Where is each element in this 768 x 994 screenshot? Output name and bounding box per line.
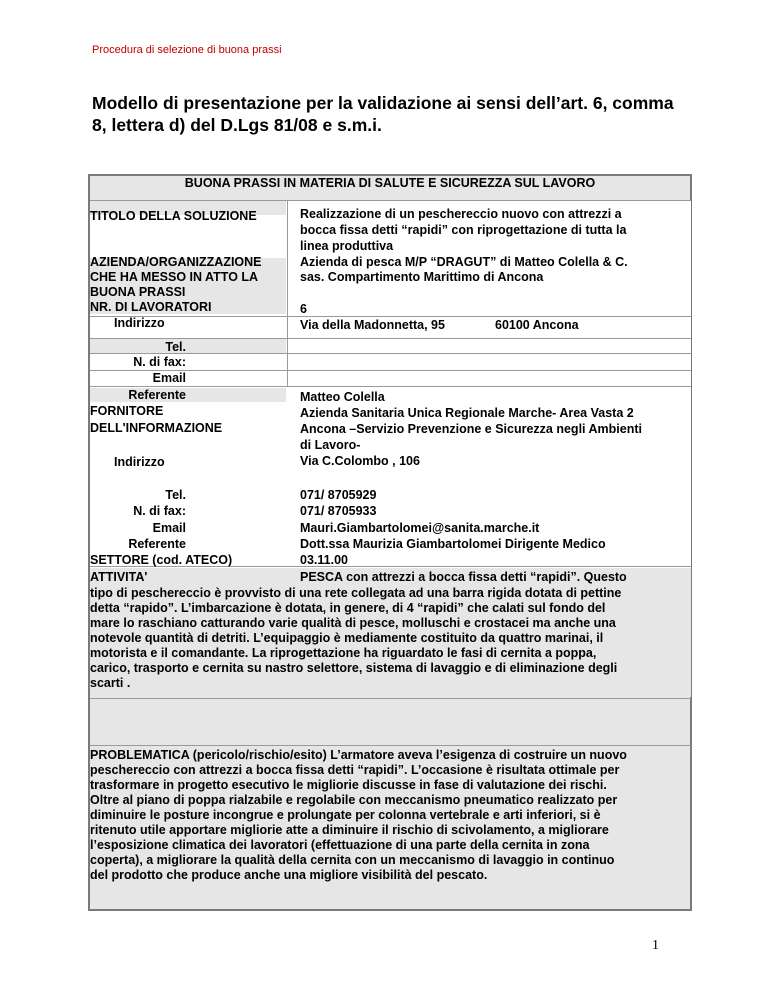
- document-title: [92, 92, 692, 136]
- label-settore: SETTORE (cod. ATECO): [90, 553, 233, 567]
- value-tel-2: 071/ 8705929: [300, 488, 377, 502]
- problematica-line: peschereccio con attrezzi a bocca fissa detti “rapidi”. L’occasione è risultata ottimale per: [90, 763, 620, 777]
- value-indirizzo-city: 60100 Ancona: [495, 318, 579, 332]
- value-indirizzo-street: Via della Madonnetta, 95: [300, 318, 445, 332]
- value-indirizzo-2: Via C.Colombo , 106: [300, 454, 420, 468]
- label-fax-2: N. di fax:: [133, 504, 186, 518]
- attivita-line: motorista e il comandante. La riprogettazione ha riguardato le fasi di cernita a poppa,: [90, 646, 597, 660]
- label-azienda: CHE HA MESSO IN ATTO LA: [90, 270, 259, 284]
- label-azienda: AZIENDA/ORGANIZZAZIONE: [90, 255, 262, 269]
- problematica-line: ritenuto utile apportare migliorie atte a diminuire il rischio di scivolamento, a migliorare: [90, 823, 609, 837]
- attivita-line: mare lo raschiano catturando varie qualità di pesce, molluschi e crostacei ma anche una: [90, 616, 616, 630]
- problematica-line: trasformare in progetto esecutivo le migliorie discusse in fase di valutazione dei rischi.: [90, 778, 607, 792]
- label-nr-lavoratori: NR. DI LAVORATORI: [90, 300, 212, 314]
- value-titolo: linea produttiva: [300, 239, 394, 253]
- column-divider: [287, 201, 288, 387]
- label-email: Email: [152, 371, 186, 385]
- value-fornitore: Ancona –Servizio Prevenzione e Sicurezza negli Ambienti: [300, 422, 642, 436]
- attivita-line: notevole quantità di detriti. L’equipaggio è mediamente costituito da quattro marinai, il: [90, 631, 604, 645]
- problematica-line: diminuire le posture incongrue e prolungate per colonna vertebrale e arti inferiori, si è: [90, 808, 601, 822]
- label-indirizzo-2: Indirizzo: [114, 455, 165, 469]
- value-fornitore: Azienda Sanitaria Unica Regionale Marche- Area Vasta 2: [300, 406, 634, 420]
- problematica-line: l’esposizione climatica dei lavoratori (effettuazione di una parte della cernita in zona: [90, 838, 590, 852]
- value-settore: 03.11.00: [300, 553, 348, 567]
- label-azienda: BUONA PRASSI: [90, 285, 186, 299]
- label-titolo: TITOLO DELLA SOLUZIONE: [90, 209, 257, 223]
- problematica: [90, 748, 627, 883]
- form-header: BUONA PRASSI IN MATERIA DI SALUTE E SICUREZZA SUL LAVORO: [184, 176, 596, 190]
- table-rule: [90, 200, 691, 201]
- problematica-line: del prodotto che produce anche una migliore visibilità del pescato.: [90, 868, 488, 882]
- label-fax: N. di fax:: [133, 355, 186, 369]
- value-fornitore: di Lavoro-: [300, 438, 361, 452]
- table-rule: [90, 338, 691, 339]
- running-header: Procedura di selezione di buona prassi: [92, 44, 282, 56]
- table-rule: [90, 745, 691, 746]
- value-attivita: [90, 586, 621, 691]
- label-tel-2: Tel.: [165, 488, 186, 502]
- title-line: Modello di presentazione per la validazione ai sensi dell’art. 6, comma: [92, 93, 674, 113]
- value-email-2: Mauri.Giambartolomei@sanita.marche.it: [300, 521, 540, 535]
- attivita-line: scarti .: [90, 676, 131, 690]
- label-fornitore: DELL'INFORMAZIONE: [90, 421, 223, 435]
- page-number: 1: [652, 938, 659, 953]
- label-indirizzo: Indirizzo: [114, 316, 165, 330]
- label-email-2: Email: [152, 521, 186, 535]
- attivita-line: tipo di peschereccio è provvisto di una rete collegata ad una barra rigida dotata di pettine: [90, 586, 622, 600]
- value-azienda: sas. Compartimento Marittimo di Ancona: [300, 270, 544, 284]
- table-rule: [90, 698, 691, 699]
- label-referente: Referente: [128, 388, 186, 402]
- table-rule: [90, 316, 691, 317]
- problematica-line: PROBLEMATICA (pericolo/rischio/esito) L’armatore aveva l’esigenza di costruire un nuovo: [90, 748, 627, 762]
- value-fax-2: 071/ 8705933: [300, 504, 377, 518]
- value-referente: Matteo Colella: [300, 390, 385, 404]
- label-tel: Tel.: [165, 340, 186, 354]
- value-titolo: Realizzazione di un peschereccio nuovo con attrezzi a: [300, 207, 622, 221]
- value-referente-2: Dott.ssa Maurizia Giambartolomei Dirigente Medico: [300, 537, 606, 551]
- attivita-line: carico, trasporto e cernita su nastro selettore, sistema di lavaggio e di eliminazione degli: [90, 661, 618, 675]
- label-referente-2: Referente: [128, 537, 186, 551]
- attivita-line: detta “rapido”. L’imbarcazione è dotata, in genere, di 4 “rapidi” che calati sul fondo del: [90, 601, 606, 615]
- value-attivita-first: PESCA con attrezzi a bocca fissa detti “rapidi”. Questo: [300, 570, 627, 584]
- title-line: 8, lettera d) del D.Lgs 81/08 e s.m.i.: [92, 115, 382, 135]
- value-titolo: bocca fissa detti “rapidi” con riprogettazione di tutta la: [300, 223, 627, 237]
- label-attivita: ATTIVITA': [90, 570, 148, 584]
- table-rule: [90, 386, 691, 387]
- problematica-line: coperta), a migliorare la qualità della cernita con un meccanismo di lavaggio in continuo: [90, 853, 615, 867]
- value-azienda: Azienda di pesca M/P “DRAGUT” di Matteo Colella & C.: [300, 255, 628, 269]
- value-nr-lavoratori: 6: [300, 302, 307, 316]
- problematica-line: Oltre al piano di poppa rialzabile e regolabile con meccanismo pneumatico realizzato per: [90, 793, 618, 807]
- label-fornitore: FORNITORE: [90, 404, 164, 418]
